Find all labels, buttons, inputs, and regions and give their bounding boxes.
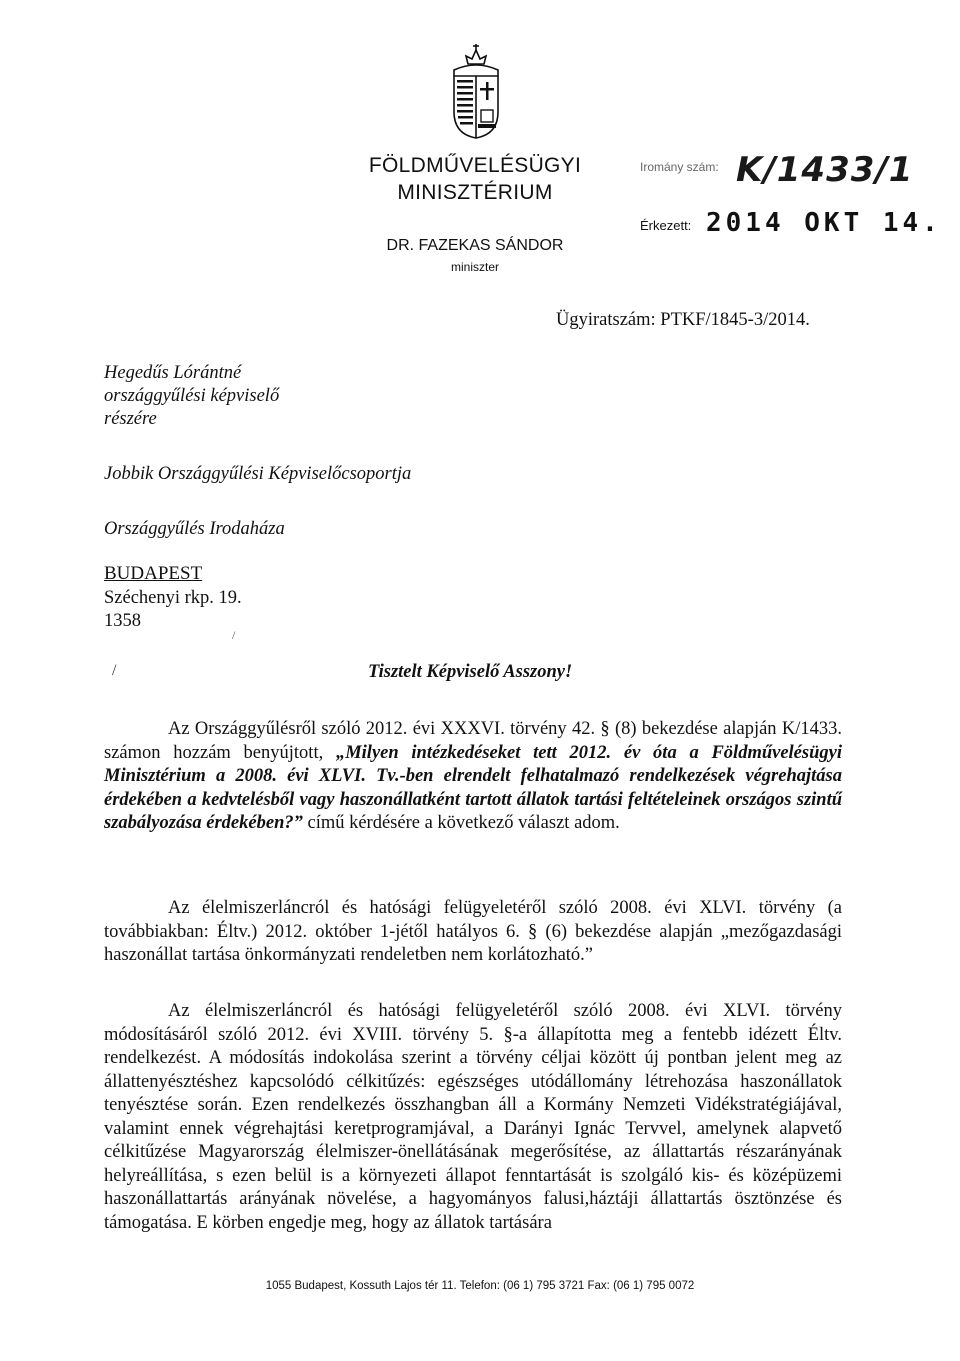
- recipient-block: [104, 362, 279, 431]
- coat-of-arms-icon: [446, 42, 506, 142]
- registration-label: Iromány szám:: [640, 160, 719, 174]
- paragraph-1: [104, 718, 842, 836]
- recipient-zip: 1358: [104, 611, 141, 631]
- paragraph-1-tail: című kérdésére a következő választ adom.: [302, 813, 620, 833]
- recipient-street: Széchenyi rkp. 19.: [104, 588, 242, 608]
- registration-number: K/1433/1: [736, 150, 914, 190]
- recipient-role: országgyűlési képviselő: [104, 386, 280, 406]
- pen-mark: /: [232, 628, 236, 642]
- question-title: „Milyen intézkedéseket tett 2012. év óta a Földművelésügyi Minisztérium a 2008. évi XLVI. Tv.-ben elrendelt felhatalmazó rendelkezések végrehajtása érdekében a kedvtelésből vagy haszonállatként tartott állatok tartási feltételeinek országos szintű szabályozása érdekében?”: [104, 742, 842, 833]
- minister-name: DR. FAZEKAS SÁNDOR: [386, 237, 564, 254]
- paragraph-2: Az élelmiszerláncról és hatósági felügyeletéről szóló 2008. évi XLVI. törvény (a továbbiakban: Éltv.) 2012. október 1-jétől hatályos 6. § (6) bekezdése alapján „mezőgazdasági haszonállat tartása önkormányzati rendeletben nem korlátozható.”: [104, 898, 842, 965]
- ministry-name-line2: MINISZTÉRIUM: [397, 181, 553, 204]
- recipient-building: Országgyűlés Irodaháza: [104, 519, 285, 539]
- received-label: Érkezett:: [640, 218, 692, 233]
- ministry-name-line1: FÖLDMŰVELÉSÜGYI: [368, 154, 582, 177]
- ministry-name: [360, 152, 590, 206]
- recipient-for: részére: [104, 409, 157, 429]
- footer-address: 1055 Budapest, Kossuth Lajos tér 11. Telefon: (06 1) 795 3721 Fax: (06 1) 795 0072: [265, 1280, 695, 1292]
- minister-title: miniszter: [450, 260, 499, 274]
- pen-mark: /: [112, 662, 117, 679]
- paragraph-1-lead: Az Országgyűlésről szóló 2012. évi XXXVI. törvény 42. § (8) bekezdése alapján K/1433. számon hozzám benyújtott,: [104, 719, 842, 763]
- paragraph-3: Az élelmiszerláncról és hatósági felügyeletéről szóló 2008. évi XLVI. törvény módosításáról szóló 2012. évi XVIII. törvény 5. §-a állapította meg a fentebb idézett Éltv. rendelkezést. A módosítás indokolása szerint a törvény céljai között új pontban jelent meg az állattenyésztéshez kapcsolódó célkitűzés: egészséges utódállomány létrehozása haszonállatok tenyésztése során. Ezen rendelkezés összhangban áll a Kormány Nemzeti Vidékstratégiájával, valamint ennek végrehajtási keretprogramjával, a Darányi Ignác Tervvel, amelynek alapvető célkitűzése Magyarország élelmiszer-önellátásának megerősítése, az állattartás részarányának helyreállítása, s ezen belül is a környezeti állapot fenntartását is szolgáló kis- és középüzemi haszonállattartás arányának növelése, a hagyományos falusi,háztáji állattartás ösztönzése és támogatása. E körben engedje meg, hogy az állatok tartására: [104, 1001, 842, 1233]
- recipient-name: Hegedűs Lórántné: [104, 363, 242, 383]
- salutation: Tisztelt Képviselő Asszony!: [368, 662, 573, 682]
- recipient-group: Jobbik Országgyűlési Képviselőcsoportja: [104, 464, 412, 484]
- case-number: Ügyiratszám: PTKF/1845-3/2014.: [556, 310, 810, 330]
- recipient-city: BUDAPEST: [104, 563, 203, 584]
- received-date: 2014 OKT 14.: [706, 208, 942, 238]
